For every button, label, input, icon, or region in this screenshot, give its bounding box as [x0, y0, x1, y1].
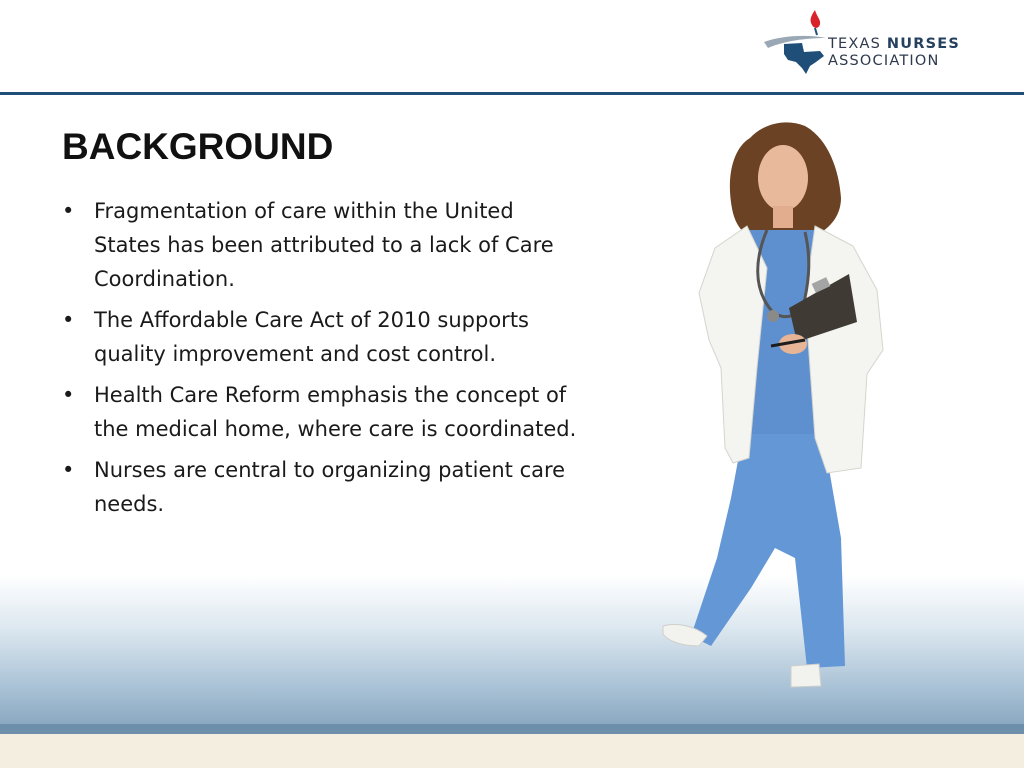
texas-shape-icon — [784, 43, 824, 74]
bottom-band — [0, 724, 1024, 734]
header — [0, 0, 1024, 92]
bullet-item — [62, 303, 582, 371]
bullet-text: Health Care Reform emphasis the concept of the medical home, where care is coordinated. — [94, 383, 577, 441]
bullet-item — [62, 453, 582, 521]
bullet-text: Nurses are central to organizing patient care needs. — [94, 458, 566, 516]
bullet-marker: • — [62, 458, 75, 482]
nurse-shoe-right — [791, 664, 821, 687]
flame-wick-icon — [815, 28, 817, 35]
logo-text-association: ASSOCIATION — [828, 53, 940, 69]
bullet-item — [62, 194, 582, 296]
texas-flame-logo-icon — [762, 8, 828, 78]
bullet-text: Fragmentation of care within the United States has been attributed to a lack of Care Coordination. — [94, 199, 554, 291]
bullet-list — [62, 194, 582, 528]
logo-wordmark — [828, 36, 960, 70]
slide-title: BACKGROUND — [62, 126, 334, 167]
bullet-text: The Affordable Care Act of 2010 supports quality improvement and cost control. — [94, 308, 529, 366]
nurse-photo — [655, 118, 895, 693]
stethoscope-bell-icon — [767, 310, 779, 322]
footer-strip — [0, 734, 1024, 768]
bullet-item — [62, 378, 582, 446]
flame-icon — [811, 10, 821, 28]
logo-text-texas: TEXAS — [828, 36, 887, 52]
header-divider — [0, 92, 1024, 95]
bullet-marker: • — [62, 308, 75, 332]
nurse-face — [758, 145, 808, 211]
bullet-marker: • — [62, 383, 75, 407]
nurse-neck — [773, 206, 793, 228]
texas-nurses-association-logo — [762, 8, 992, 78]
bullet-marker: • — [62, 199, 75, 223]
nurse-scrub-pants — [691, 434, 845, 668]
nurse-lab-coat-right — [805, 226, 883, 473]
logo-text-nurses: NURSES — [886, 36, 960, 52]
